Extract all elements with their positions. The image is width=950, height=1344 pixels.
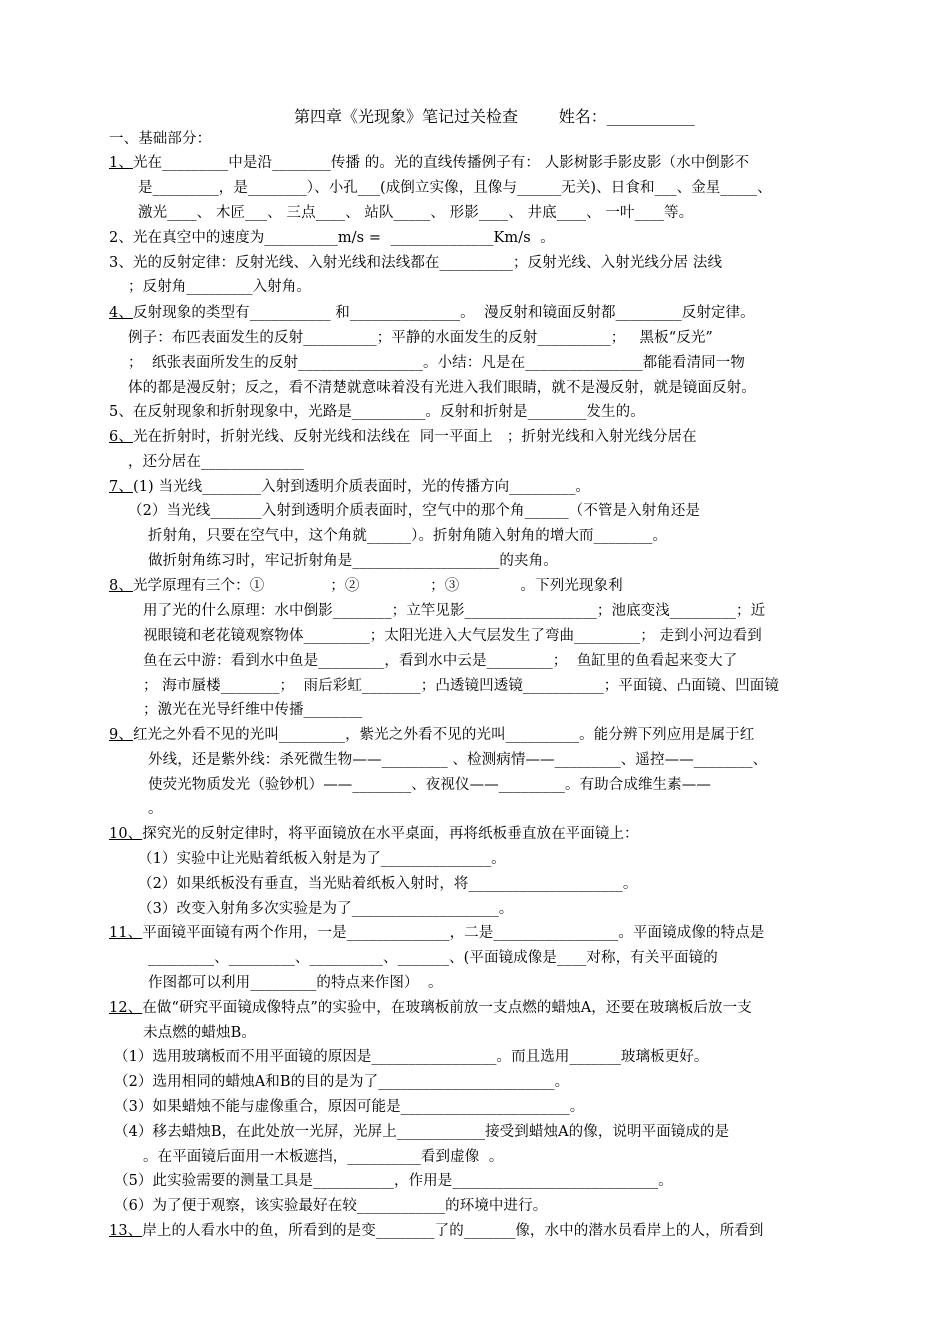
text-line: （3）如果蜡烛不能与虚像重合，原因可能是_______________________。 (114, 1099, 585, 1115)
text-line: 例子：布匹表面发生的反射__________；平静的水面发生的反射__________； 黑板“反光” (128, 330, 713, 346)
text-line: 6、光在折射时，折射光线、反射光线和法线在 同一平面上 ；折射光线和入射光线分居在 (109, 429, 697, 445)
text-line: 3、光的反射定律：反射光线、入射光线和法线都在__________；反射光线、入射光线分居 法线 (109, 255, 727, 271)
text-line: 9、红光之外看不见的光叫_________，紫光之外看不见的光叫__________。能分辨下列应用是属于红 (109, 727, 755, 743)
text-line: ； 海市蜃楼________； 雨后彩虹________；凸透镜凹透镜___________；平面镜、凸面镜、凹面镜 (143, 678, 779, 694)
text-line: 用了光的什么原理：水中倒影________；立竿见影__________________；池底变浅_________；近 (143, 603, 766, 619)
text-line: 8、光学原理有三个：① ；② ；③ 。下列光现象利 (109, 578, 623, 594)
text-line: 使荧光物质发光（验钞机）——________、夜视仪——_________。有助合成维生素—— (148, 777, 711, 793)
text-line: （1）实验中让光贴着纸板入射是为了_______________。 (138, 851, 506, 867)
text-line: ； 纸张表面所发生的反射_________________。小结：凡是在________________都能看清同一物 (128, 355, 745, 371)
text-line: 11、平面镜平面镜有两个作用，一是______________，二是_________________。平面镜成像的特点是 (109, 925, 765, 941)
text-line: 一、基础部分： (109, 131, 212, 147)
text-line: 12、在做“研究平面镜成像特点”的实验中，在玻璃板前放一支点燃的蜡烛A，还要在玻璃板后放一支 (109, 1000, 752, 1016)
text-line: 鱼在云中游：看到水中鱼是_________，看到水中云是_________； 鱼缸里的鱼看起来变大了 (143, 653, 738, 669)
text-line: _________、_________、__________、_______、(平面镜成像是____对称，有关平面镜的 (148, 950, 718, 966)
text-line: 2、光在真空中的速度为__________m/s = ______________Km/s 。 (109, 230, 555, 246)
text-line: （2）当光线_______入射到透明介质表面时，空气中的那个角______（不管是入射角还是 (128, 503, 701, 519)
text-line: （3）改变入射角多次实验是为了____________________。 (138, 901, 514, 917)
text-line: 4、反射现象的类型有___________ 和_______________。 漫反射和镜面反射都_________反射定律。 (109, 305, 755, 321)
text-line: （5）此实验需要的测量工具是___________，作用是____________________________。 (114, 1173, 673, 1189)
text-line: （2）如果纸板没有垂直，当光贴着纸板入射时，将_____________________。 (138, 876, 638, 892)
text-line: 13、岸上的人看水中的鱼，所看到的是变________了的_______像，水中的潜水员看岸上的人，所看到 (109, 1223, 764, 1239)
text-line: 做折射角练习时，牢记折射角是____________________的夹角。 (148, 553, 558, 569)
text-line: 视眼镜和老花镜观察物体_________；太阳光进入大气层发生了弯曲_________； 走到小河边看到 (143, 628, 762, 644)
text-line: ，还分居在______________ (128, 454, 304, 470)
text-line: ；激光在光导纤维中传播________ (143, 702, 363, 718)
text-line: （2）选用相同的蜡烛A和B的目的是为了________________________。 (114, 1074, 570, 1090)
text-line: （6）为了便于观察，该实验最好在较____________的环境中进行。 (114, 1198, 548, 1214)
text-line: 外线，还是紫外线：杀死微生物——_________ 、检测病情——_________、遥控——________、 (148, 752, 768, 768)
text-line: （1）选用玻璃板而不用平面镜的原因是_________________。而且选用_______玻璃板更好。 (114, 1049, 709, 1065)
text-line: ；反射角_________入射角。 (128, 279, 311, 295)
text-line: 未点燃的蜡烛B。 (143, 1025, 256, 1041)
text-line: 。在平面镜后面用一木板遮挡，__________看到虚像 。 (143, 1149, 504, 1165)
text-line: 5、在反射现象和折射现象中，光路是__________。反射和折射是________发生的。 (109, 404, 645, 420)
text-line: 10、探究光的反射定律时，将平面镜放在水平桌面，再将纸板垂直放在平面镜上： (109, 826, 639, 842)
text-line: 激光____、 木匠___、 三点____、 站队_____、 形影____、 井底____、 一叶____等。 (138, 205, 694, 221)
text-line: 是_________，是________）、小孔___(成倒立实像，且像与______无关)、日食和___、金星_____、 (138, 180, 772, 196)
text-line: 1、光在_________中是沿________传播 的。光的直线传播例子有： 人影树影手影皮影（水中倒影不 (109, 155, 750, 171)
text-line: 折射角，只要在空气中，这个角就______）。折射角随入射角的增大而________。 (148, 528, 668, 544)
text-line: （4）移去蜡烛B，在此处放一光屏，光屏上____________接受到蜡烛A的像，说明平面镜成的是 (114, 1124, 730, 1140)
text-line: 7、(1) 当光线________入射到透明介质表面时，光的传播方向_________。 (109, 479, 591, 495)
text-line: 。 (148, 801, 163, 817)
text-line: 体的都是漫反射；反之，看不清楚就意味着没有光进入我们眼睛，就不是漫反射，就是镜面反射。 (128, 380, 756, 396)
text-line: 作图都可以利用_________的特点来作图） 。 (148, 975, 443, 991)
worksheet-title: 第四章《光现象》笔记过关检查 姓名：___________ (294, 107, 695, 126)
